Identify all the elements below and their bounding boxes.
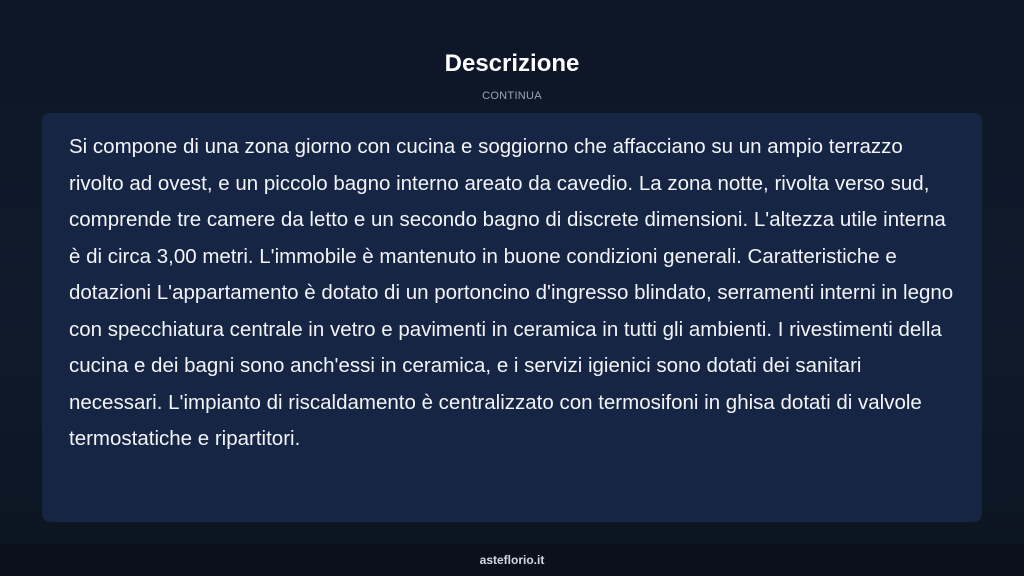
description-text: Si compone di una zona giorno con cucina e soggiorno che affacciano su un ampio terrazzo rivolto ad ovest, e un piccolo bagno interno areato da cavedio. La zona notte, rivolta verso sud, comprende tre camere da letto e un secondo bagno di discrete dimensioni. L'altezza utile interna è di circa 3,00 metri. L'immobile è mantenuto in buone condizioni generali. Caratteristiche e dotazioni L'appartamento è dotato di un portoncino d'ingresso blindato, serramenti interni in legno con specchiatura centrale in vetro e pavimenti in ceramica in tutti gli ambienti. I rivestimenti della cucina e dei bagni sono anch'essi in ceramica, e i servizi igienici sono dotati dei sanitari necessari. L'impianto di riscaldamento è centralizzato con termosifoni in ghisa dotati di valvole termostatiche e ripartitori. bbox=[69, 135, 954, 450]
description-card bbox=[42, 113, 982, 522]
page-title: Descrizione bbox=[444, 50, 580, 77]
footer-bar bbox=[0, 544, 1024, 576]
continue-label: CONTINUA bbox=[482, 90, 542, 102]
footer-site-label: asteflorio.it bbox=[479, 553, 545, 567]
